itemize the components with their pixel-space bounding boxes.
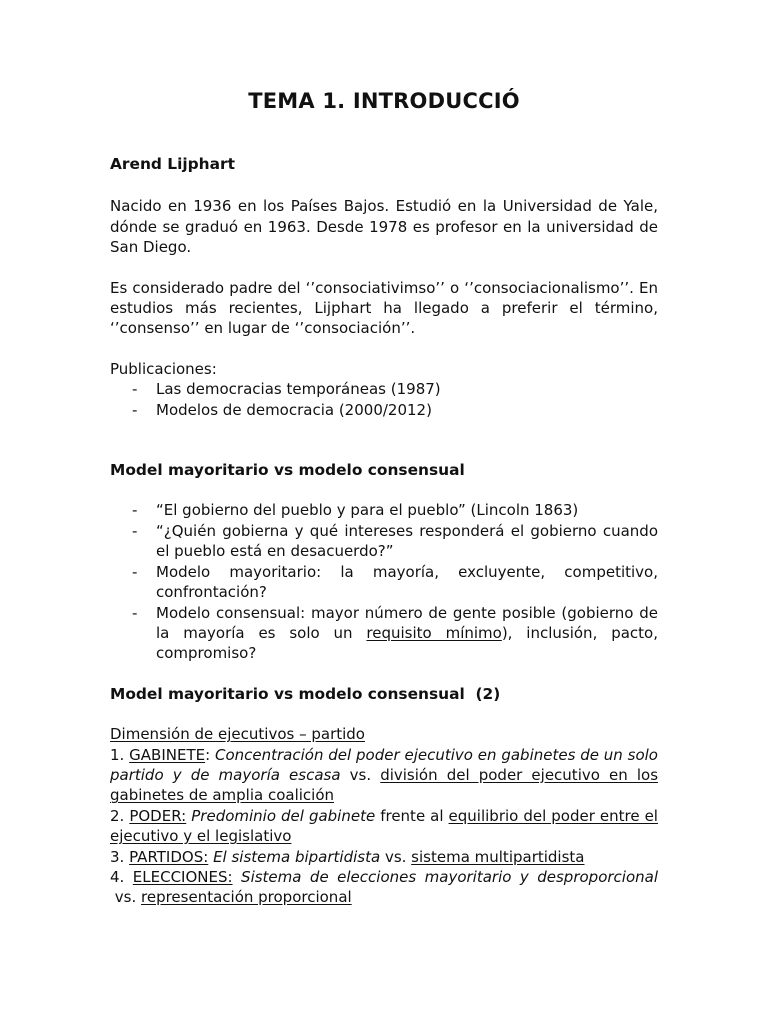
bio-paragraph: Nacido en 1936 en los Países Bajos. Estudió en la Universidad de Yale, dónde se graduó en 1963. Desde 1978 es profesor en la universidad de San Diego. [110, 197, 658, 257]
item-elecciones: 4. ELECCIONES: Sistema de elecciones mayoritario y desproporcional vs. representación proporcional [110, 867, 658, 907]
document-body [110, 154, 658, 908]
list-item: - Modelo mayoritario: la mayoría, excluyente, competitivo, confrontación? [132, 562, 658, 602]
page-title: TEMA 1. INTRODUCCIÓ [248, 89, 520, 113]
list-item: - Modelo consensual: mayor número de gente posible (gobierno de la mayoría es solo un requisito mínimo), inclusión, pacto, compromiso? [132, 603, 658, 663]
father-paragraph: Es considerado padre del ‘’consociativimso’’ o ‘’consociacionalismo’’. En estudios más recientes, Lijphart ha llegado a preferir el término, ‘’consenso’’ en lugar de ‘’consociación’’. [110, 278, 658, 338]
item-gabinete: 1. GABINETE: Concentración del poder ejecutivo en gabinetes de un solo partido y de mayoría escasa vs. división del poder ejecutivo en los gabinetes de amplia coalición [110, 745, 659, 805]
publications-label: Publicaciones: [110, 359, 217, 378]
section-heading-2: Model mayoritario vs modelo consensual (2) [110, 684, 501, 703]
item-poder: 2. PODER: Predominio del gabinete frente al equilibrio del poder entre el ejecutivo y el legislativo [110, 806, 658, 846]
section-heading: Model mayoritario vs modelo consensual [110, 461, 465, 480]
requisito-minimo-link: requisito mínimo [366, 623, 502, 642]
author-heading: Arend Lijphart [110, 155, 235, 173]
dimension-label: Dimensión de ejecutivos – partido [110, 725, 365, 744]
list-item: - “El gobierno del pueblo y para el pueblo” (Lincoln 1863) [132, 501, 579, 520]
model-bullets [110, 500, 658, 663]
item-partidos: 3. PARTIDOS: El sistema bipartidista vs. sistema multipartidista [110, 847, 585, 866]
list-item: - “¿Quién gobierna y qué intereses responderá el gobierno cuando el pueblo está en desacuerdo?” [132, 521, 658, 561]
list-item: - Las democracias temporáneas (1987) [132, 380, 441, 399]
list-item: - Modelos de democracia (2000/2012) [132, 400, 432, 419]
publications-list [110, 379, 658, 420]
